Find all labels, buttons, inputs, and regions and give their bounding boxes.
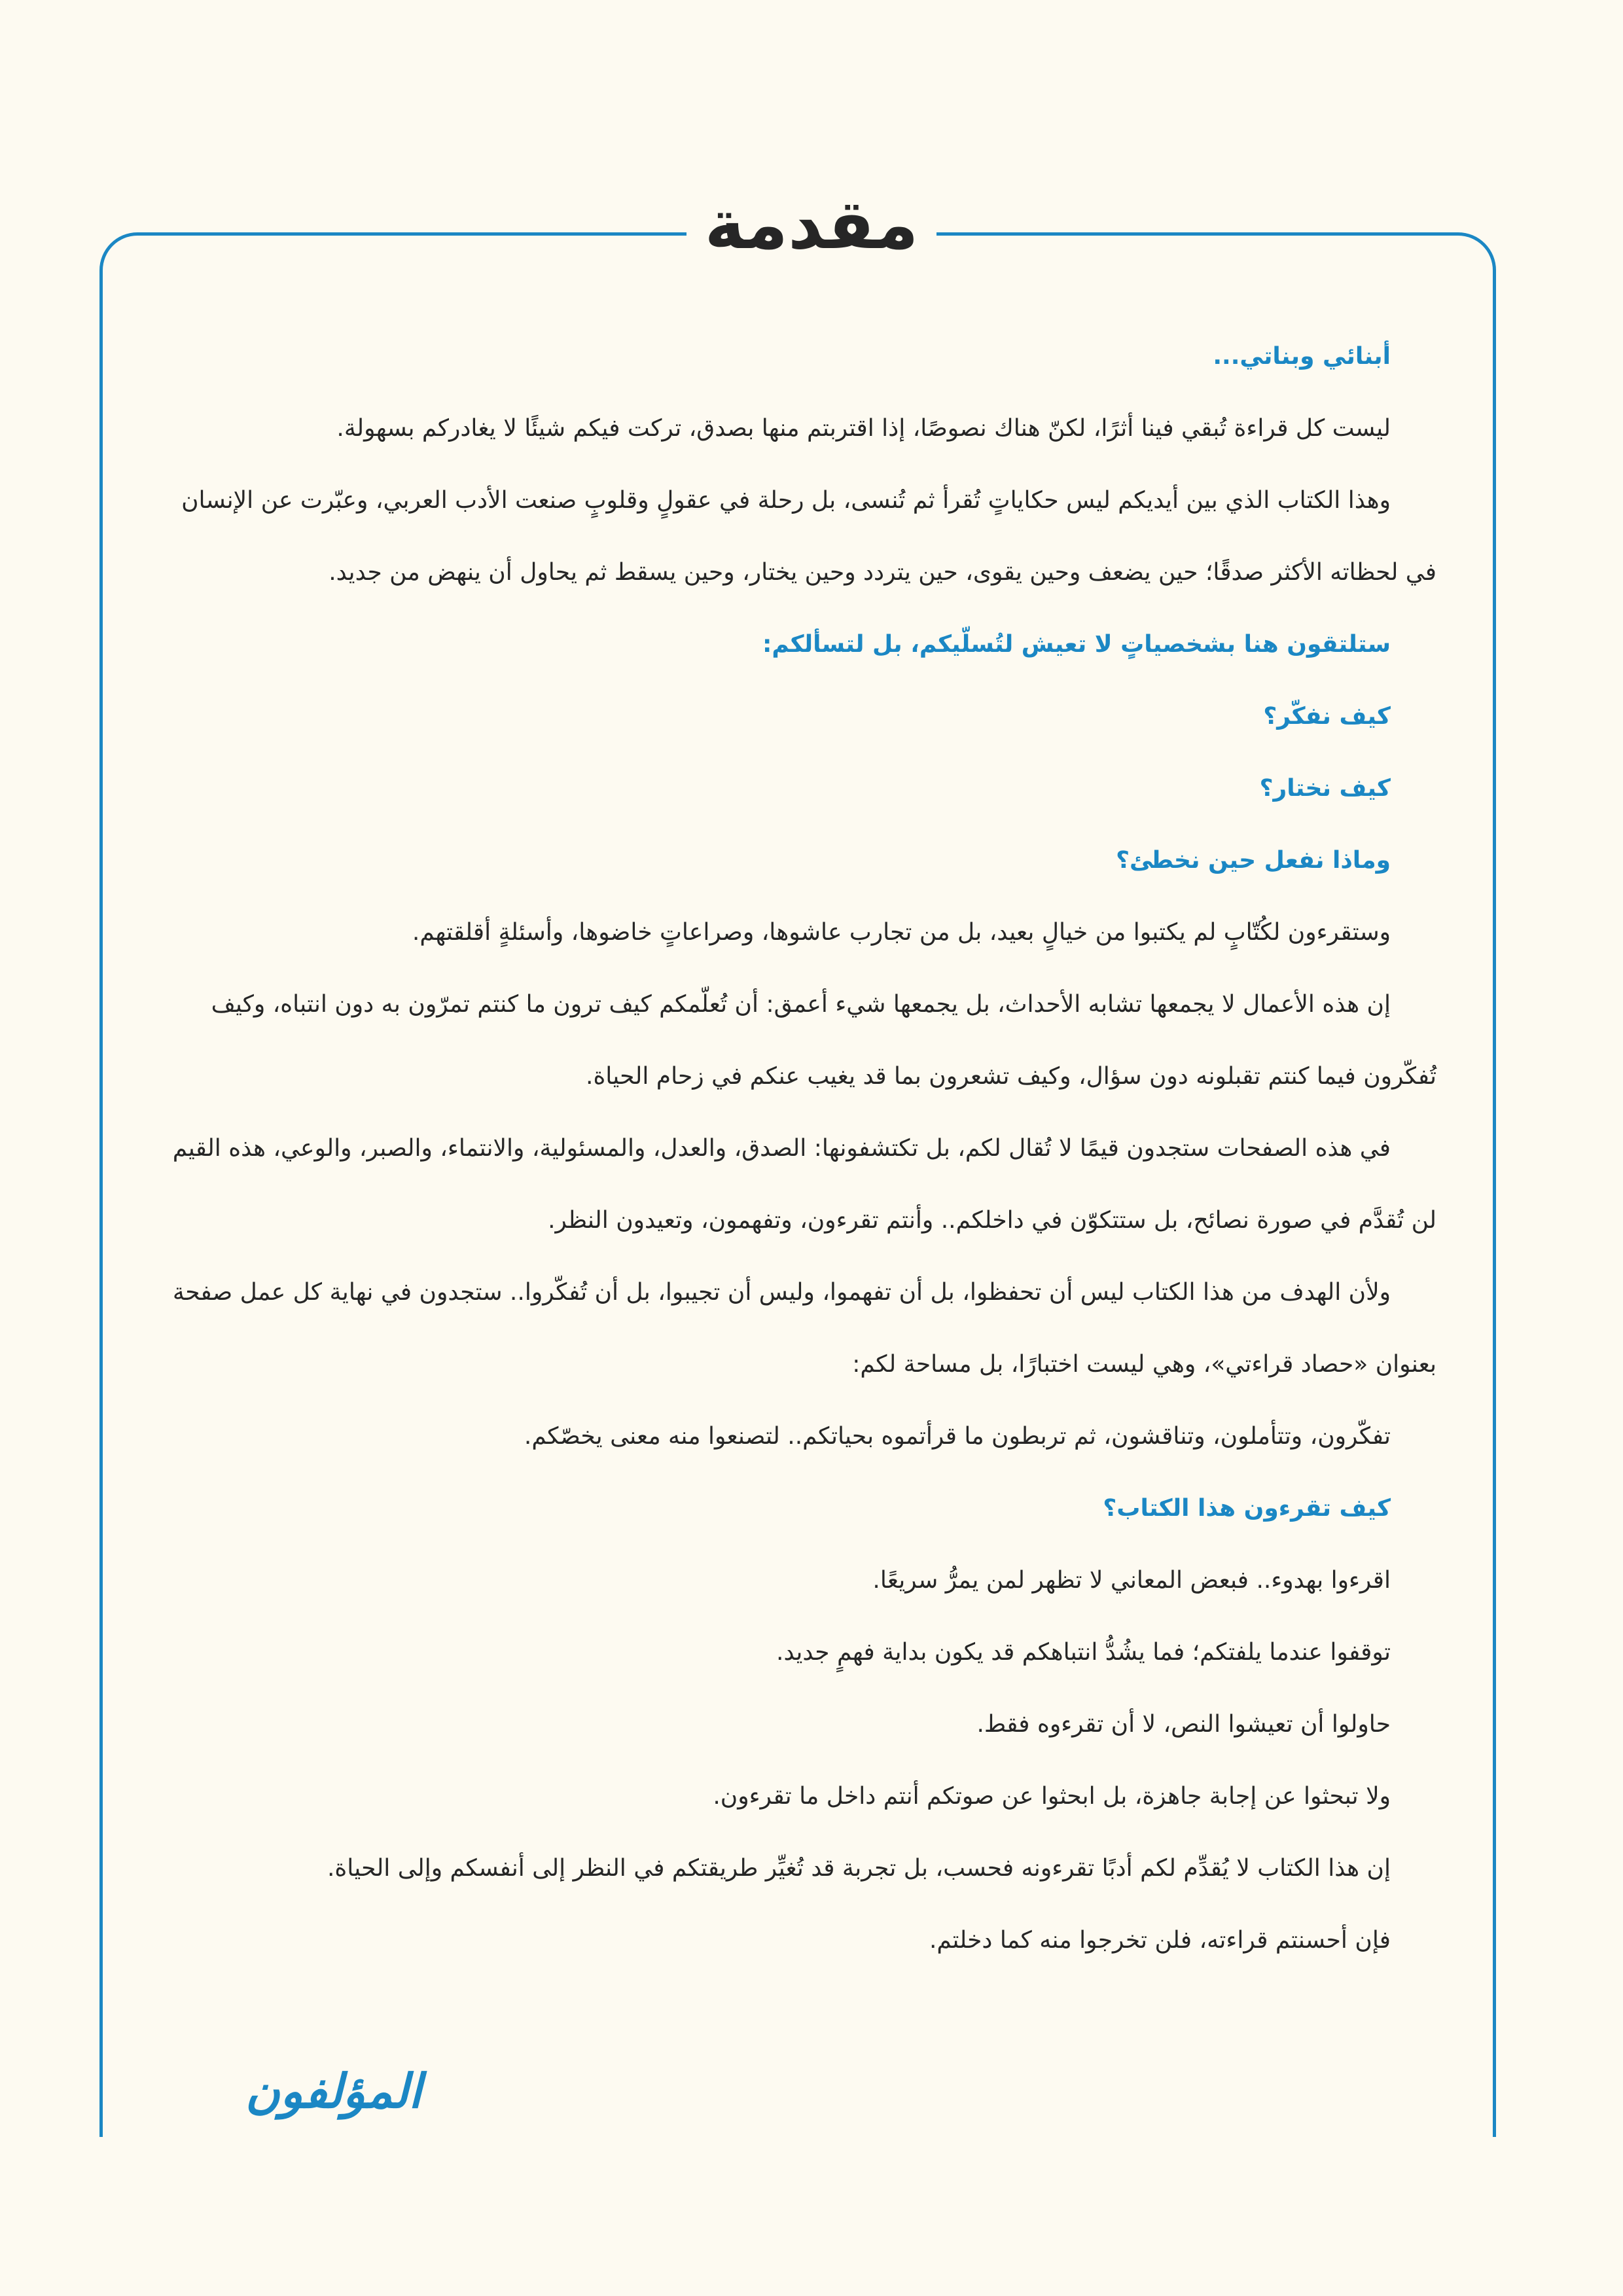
section-heading: وماذا نفعل حين نخطئ؟	[1116, 847, 1391, 874]
paragraph: اقرءوا بهدوء.. فبعض المعاني لا تظهر لمن يمرُّ سريعًا.	[872, 1567, 1391, 1594]
paragraph: في هذه الصفحات ستجدون قيمًا لا تُقال لكم، بل تكتشفونها: الصدق، والعدل، والمسئولية، والانتماء، والصبر، والوعي، هذه القيم لن تُقدَّم في صورة نصائح، بل ستتكوّن في داخلكم.. وأنتم تقرءون، وتفهمون، وتعيدون النظر.	[172, 1135, 1436, 1234]
paragraph: إن هذه الأعمال لا يجمعها تشابه الأحداث، بل يجمعها شيء أعمق: أن تُعلّمكم كيف ترون ما كنتم تمرّون به دون انتباه، وكيف تُفكّرون فيما كنتم تقبلونه دون سؤال، وكيف تشعرون بما قد يغيب عنكم في زحام الحياة.	[211, 991, 1436, 1090]
paragraph: توقفوا عندما يلفتكم؛ فما يشُدُّ انتباهكم قد يكون بداية فهمٍ جديد.	[776, 1639, 1391, 1666]
introduction-body	[160, 321, 1436, 1977]
paragraph: وهذا الكتاب الذي بين أيديكم ليس حكاياتٍ تُقرأ ثم تُنسى، بل رحلة في عقولٍ وقلوبٍ صنعت الأدب العربي، وعبّرت عن الإنسان في لحظاته الأكثر صدقًا؛ حين يضعف وحين يقوى، حين يتردد وحين يختار، وحين يسقط ثم يحاول أن ينهض من جديد.	[181, 487, 1436, 586]
paragraph: إن هذا الكتاب لا يُقدِّم لكم أدبًا تقرءونه فحسب، بل تجربة قد تُغيِّر طريقتكم في النظر إلى أنفسكم وإلى الحياة.	[327, 1855, 1391, 1882]
section-heading: أبنائي وبناتي...	[1213, 343, 1391, 370]
paragraph: تفكّرون، وتتأملون، وتناقشون، ثم تربطون ما قرأتموه بحياتكم.. لتصنعوا منه معنى يخصّكم.	[524, 1423, 1391, 1450]
paragraph: ولأن الهدف من هذا الكتاب ليس أن تحفظوا، بل أن تفهموا، وليس أن تجيبوا، بل أن تُفكّروا.. ستجدون في نهاية كل عمل صفحة بعنوان «حصاد قراءتي»، وهي ليست اختبارًا، بل مساحة لكم:	[172, 1279, 1436, 1378]
title-wrap	[0, 175, 1623, 274]
paragraph: حاولوا أن تعيشوا النص، لا أن تقرءوه فقط.	[976, 1711, 1391, 1738]
paragraph: ولا تبحثوا عن إجابة جاهزة، بل ابحثوا عن صوتكم أنتم داخل ما تقرءون.	[713, 1783, 1391, 1810]
paragraph: ليست كل قراءة تُبقي فينا أثرًا، لكنّ هناك نصوصًا، إذا اقتربتم منها بصدق، تركت فيكم شيئًا لا يغادركم بسهولة.	[336, 415, 1391, 442]
paragraph: فإن أحسنتم قراءته، فلن تخرجوا منه كما دخلتم.	[929, 1927, 1391, 1954]
section-heading: كيف نختار؟	[1259, 775, 1391, 802]
paragraph: وستقرءون لكُتّابٍ لم يكتبوا من خيالٍ بعيد، بل من تجارب عاشوها، وصراعاتٍ خاضوها، وأسئلةٍ أقلقتهم.	[412, 919, 1391, 946]
section-heading: كيف تقرءون هذا الكتاب؟	[1103, 1495, 1391, 1522]
section-heading: كيف نفكّر؟	[1263, 703, 1391, 730]
page-title: مقدمة	[687, 175, 937, 274]
authors-signature: المؤلفون	[245, 2064, 422, 2119]
section-heading: ستلتقون هنا بشخصياتٍ لا تعيش لتُسلّيكم، بل لتسألكم:	[762, 631, 1391, 658]
